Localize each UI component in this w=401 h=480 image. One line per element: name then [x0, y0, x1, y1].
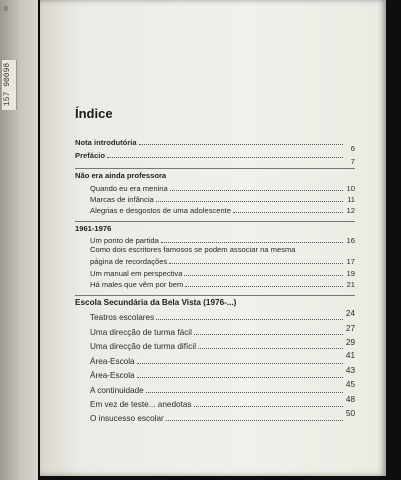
toc-entry-intro [75, 135, 355, 153]
page-mark: 8 [4, 6, 8, 13]
toc-entry-label: Prefácio [75, 151, 105, 160]
toc-entry-page: 41 [345, 351, 355, 360]
toc-entry-page: 12 [346, 206, 355, 215]
dot-leader [137, 377, 343, 378]
library-sticker [2, 60, 17, 110]
dot-leader [170, 190, 343, 191]
toc-entry [90, 411, 355, 423]
toc-entry-label: Nota introdutória [75, 138, 137, 147]
dot-leader [139, 144, 343, 145]
sticker-code: 157 90098 [3, 62, 12, 106]
toc-entry-label: Marcas de infância [90, 195, 154, 204]
toc-entry-label: Há males que vêm por bem [90, 280, 184, 289]
dot-leader [146, 392, 343, 393]
toc-entry-label-line1: Como dois escritores famosos se podem associar na mesma [90, 245, 296, 254]
toc-entry-page: 50 [345, 409, 355, 418]
toc-entry [90, 233, 355, 245]
section-divider [75, 221, 355, 222]
toc-entry [90, 351, 355, 366]
toc-entry-label: Área-Escola [90, 357, 135, 366]
dot-leader [161, 242, 343, 243]
dot-leader [169, 263, 343, 264]
dot-leader [107, 157, 343, 158]
page-title: Índice [75, 106, 113, 121]
toc-entry-label: A continuidade [90, 386, 144, 395]
section-heading: 1961-1976 [75, 224, 112, 233]
toc-entry-page: 16 [346, 236, 355, 245]
toc-entry-page: 10 [346, 184, 355, 193]
dot-leader [185, 286, 343, 287]
dot-leader [198, 348, 343, 349]
toc-entry [90, 380, 355, 395]
toc-entry-page: 17 [346, 257, 355, 266]
toc-entry [90, 368, 355, 380]
toc-entry-label: Área-Escola [90, 371, 135, 380]
dot-leader [184, 275, 343, 276]
toc-entry-label: página de recordações [90, 257, 168, 266]
section-divider [75, 295, 355, 296]
section-divider [75, 168, 355, 169]
toc-entry-page: 45 [345, 380, 355, 389]
toc-entry-label: Teatros escolares [90, 313, 155, 322]
toc-entry-page: 21 [346, 280, 355, 289]
dot-leader [194, 406, 344, 407]
toc-entry-page: 19 [346, 269, 355, 278]
toc-entry-page: 7 [350, 157, 355, 166]
dot-leader [137, 363, 343, 364]
section-heading: Não era ainda professora [75, 171, 167, 180]
dot-leader [156, 319, 343, 320]
toc-entry-page: 11 [347, 195, 355, 204]
toc-entry-page: 43 [345, 366, 355, 375]
toc-entry-label: Uma direcção de turma fácil [90, 328, 192, 337]
toc-entry-page: 48 [345, 395, 355, 404]
toc-entry [90, 277, 355, 289]
toc-entry-page: 29 [345, 338, 355, 347]
dot-leader [194, 334, 343, 335]
toc-entry-preface [75, 148, 355, 166]
toc-entry [90, 325, 355, 337]
toc-entry [90, 310, 355, 322]
toc-entry [90, 203, 355, 215]
toc-entry-page: 24 [345, 309, 355, 318]
toc-entry-label: O insucesso escolar [90, 414, 164, 423]
toc-entry-label: Quando eu era menina [90, 184, 168, 193]
previous-page-edge [0, 0, 38, 480]
dot-leader [233, 212, 343, 213]
toc-entry-page: 6 [350, 144, 355, 153]
toc-entry-label: Um ponto de partida [90, 236, 159, 245]
toc-entry-label: Alegrias e desgostos de uma adolescente [90, 206, 231, 215]
toc-entry-label: Uma direcção de turma difícil [90, 342, 197, 351]
dot-leader [156, 201, 343, 202]
toc-entry [90, 254, 355, 266]
toc-entry [90, 397, 355, 409]
section-heading: Escola Secundária da Bela Vista (1976-...) [75, 298, 237, 307]
dot-leader [166, 420, 343, 421]
toc-entry-label: Um manual em perspectiva [90, 269, 183, 278]
toc-entry [90, 339, 355, 351]
toc-entry-label: Em vez de teste... anedotas [90, 400, 192, 409]
book-page [40, 0, 386, 476]
toc-entry-page: 27 [345, 324, 355, 333]
